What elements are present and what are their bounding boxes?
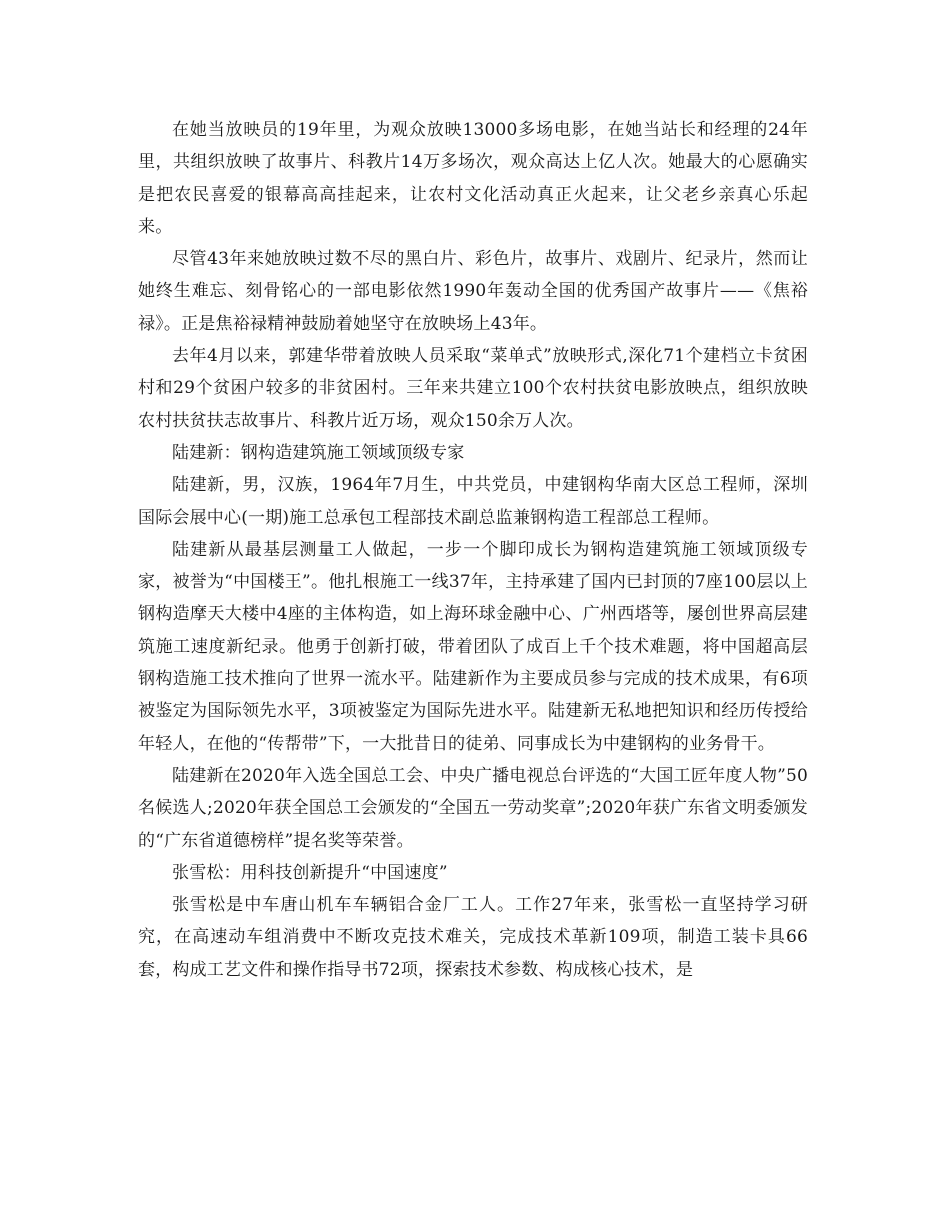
section-heading: 张雪松：用科技创新提升“中国速度”: [172, 862, 448, 883]
document-body: [138, 114, 808, 986]
paragraph: 尽管43年来她放映过数不尽的黑白片、彩色片，故事片、戏剧片、纪录片，然而让她终生难忘、刻骨铭心的一部电影依然1990年轰动全国的优秀国产故事片——《焦裕禄》。正是焦裕禄精神鼓励着她坚守在放映场上43年。: [138, 249, 808, 334]
section-heading: 陆建新：钢构造建筑施工领域顶级专家: [172, 442, 465, 463]
paragraph: 陆建新在2020年入选全国总工会、中央广播电视总台评选的“大国工匠年度人物”50名候选人;2020年获全国总工会颁发的“全国五一劳动奖章”;2020年获广东省文明委颁发的“广东省道德榜样”提名奖等荣誉。: [138, 765, 808, 851]
paragraph: 陆建新，男，汉族，1964年7月生，中共党员，中建钢构华南大区总工程师，深圳国际会展中心(一期)施工总承包工程部技术副总监兼钢构造工程部总工程师。: [138, 475, 808, 528]
paragraph: 张雪松是中车唐山机车车辆铝合金厂工人。工作27年来，张雪松一直坚持学习研究，在高速动车组消费中不断攻克技术难关，完成技术革新109项，制造工装卡具66套，构成工艺文件和操作指导书72项，探索技术参数、构成核心技术，是: [138, 895, 808, 980]
paragraph: 去年4月以来，郭建华带着放映人员采取“菜单式”放映形式,深化71个建档立卡贫困村和29个贫困户较多的非贫困村。三年来共建立100个农村扶贫电影放映点，组织放映农村扶贫扶志故事片、科教片近万场，观众150余万人次。: [138, 346, 808, 431]
paragraph: 在她当放映员的19年里，为观众放映13000多场电影，在她当站长和经理的24年里，共组织放映了故事片、科教片14万多场次，观众高达上亿人次。她最大的心愿确实是把农民喜爱的银幕高高挂起来，让农村文化活动真正火起来，让父老乡亲真心乐起来。: [138, 120, 808, 237]
paragraph: 陆建新从最基层测量工人做起，一步一个脚印成长为钢构造建筑施工领域顶级专家，被誉为“中国楼王”。他扎根施工一线37年，主持承建了国内已封顶的7座100层以上钢构造摩天大楼中4座的主体构造，如上海环球金融中心、广州西塔等，屡创世界高层建筑施工速度新纪录。他勇于创新打破，带着团队了成百上千个技术难题，将中国超高层钢构造施工技术推向了世界一流水平。陆建新作为主要成员参与完成的技术成果，有6项被鉴定为国际领先水平，3项被鉴定为国际先进水平。陆建新无私地把知识和经历传授给年轻人，在他的“传帮带”下，一大批昔日的徒弟、同事成长为中建钢构的业务骨干。: [138, 539, 808, 754]
